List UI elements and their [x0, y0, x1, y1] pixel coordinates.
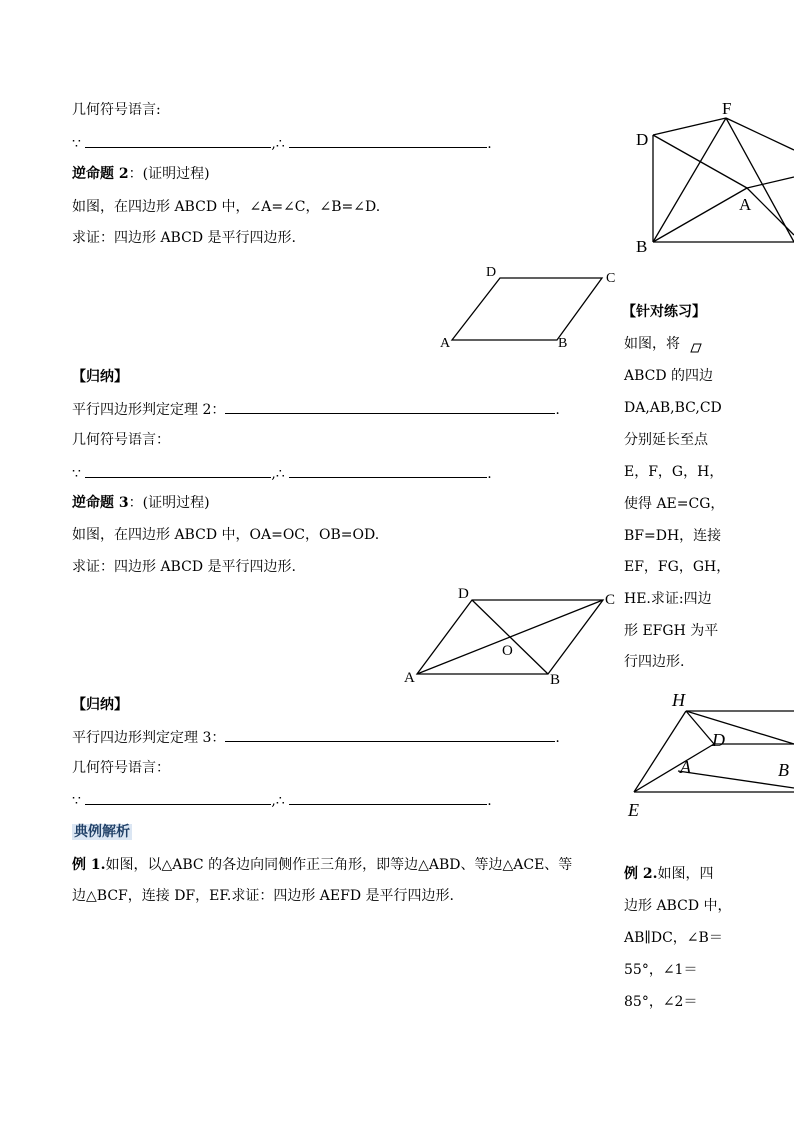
because-line-1 — [72, 133, 492, 154]
parallelogram-figure-2 — [400, 582, 625, 692]
vertex-label-B: B — [636, 237, 648, 256]
practice-text: 如图，将 — [624, 336, 680, 352]
parallelogram-figure-1 — [430, 258, 620, 358]
answer-blank[interactable] — [289, 133, 487, 148]
because-line-2 — [72, 463, 492, 484]
converse-3-title: 逆命题 3 — [72, 495, 129, 511]
practice-line-8: EF，FG，GH， — [624, 559, 731, 575]
because-line-3 — [72, 790, 492, 811]
geometry-language-label-3: 几何符号语言： — [72, 760, 170, 776]
converse-2-note: ：(证明过程) — [128, 166, 210, 182]
practice-line-4: 分别延长至点 — [624, 432, 708, 448]
summary-label-1: 【归纳】 — [72, 369, 128, 385]
converse-2-heading — [72, 164, 210, 184]
answer-blank[interactable] — [85, 133, 271, 148]
practice-line-11: 行四边形. — [624, 654, 685, 670]
period: . — [487, 466, 492, 482]
example-1-figure — [630, 95, 794, 260]
practice-line-2: ABCD 的四边 — [624, 368, 714, 384]
vertex-label-C: C — [606, 271, 616, 286]
practice-line-10: 形 EFGH 为平 — [624, 623, 719, 639]
example-2-line-5: 85°，∠2＝ — [624, 994, 698, 1010]
therefore-symbol: ,∴ — [271, 466, 285, 482]
geometry-language-label-2: 几何符号语言： — [72, 432, 170, 448]
practice-figure — [622, 684, 794, 824]
period: . — [555, 730, 560, 746]
geometry-language-label-1: 几何符号语言: — [72, 102, 161, 118]
practice-line-6: 使得 AE=CG， — [624, 496, 725, 512]
converse-3-prove: 求证：四边形 ABCD 是平行四边形. — [72, 559, 296, 575]
parallelogram-symbol-icon — [690, 339, 702, 349]
practice-line-9: HE.求证:四边 — [624, 591, 712, 607]
example-1-line-2: 边△BCF，连接 DF，EF.求证：四边形 AEFD 是平行四边形. — [72, 888, 454, 904]
converse-2-title: 逆命题 2 — [72, 166, 129, 182]
vertex-label-C: C — [605, 592, 616, 608]
example-1-line-1 — [72, 855, 572, 875]
vertex-label-D: D — [712, 730, 725, 750]
example-section-heading — [72, 822, 132, 842]
vertex-label-A: A — [404, 670, 415, 686]
because-symbol: ∵ — [72, 466, 81, 482]
because-symbol: ∵ — [72, 793, 81, 809]
answer-blank[interactable] — [85, 790, 271, 805]
vertex-label-H: H — [672, 690, 685, 710]
example-2-line-2: 边形 ABCD 中， — [624, 898, 732, 914]
converse-2-text: 如图，在四边形 ABCD 中，∠A=∠C，∠B=∠D. — [72, 199, 381, 215]
example-1-label: 例 1. — [72, 857, 106, 873]
answer-blank[interactable] — [225, 399, 555, 414]
vertex-label-E: E — [628, 800, 639, 820]
summary-label-2: 【归纳】 — [72, 697, 128, 713]
vertex-label-F: F — [722, 99, 732, 118]
theorem-3-line — [72, 727, 560, 748]
example-2-line-4: 55°，∠1＝ — [624, 962, 698, 978]
answer-blank[interactable] — [85, 463, 271, 478]
theorem-2-line — [72, 399, 560, 420]
answer-blank[interactable] — [225, 727, 555, 742]
answer-blank[interactable] — [289, 790, 487, 805]
example-2-line-1 — [624, 864, 714, 884]
converse-2-prove: 求证：四边形 ABCD 是平行四边形. — [72, 230, 296, 246]
vertex-label-B: B — [558, 336, 568, 351]
example-2-text: 如图，四 — [657, 866, 714, 882]
vertex-label-A: A — [680, 757, 691, 777]
example-2-label: 例 2. — [624, 866, 658, 882]
vertex-label-D: D — [486, 265, 497, 280]
theorem-2-label: 平行四边形判定定理 2： — [72, 402, 226, 418]
practice-line-3: DA,AB,BC,CD — [624, 400, 722, 416]
vertex-label-A: A — [440, 336, 451, 351]
practice-line-1 — [624, 334, 702, 354]
answer-blank[interactable] — [289, 463, 487, 478]
period: . — [555, 402, 560, 418]
converse-3-heading — [72, 493, 210, 513]
practice-label: 【针对练习】 — [622, 304, 706, 320]
example-section-tag: 典例解析 — [74, 824, 130, 840]
vertex-label-A: A — [739, 195, 752, 214]
vertex-label-B: B — [550, 672, 561, 688]
practice-line-7: BF=DH，连接 — [624, 528, 722, 544]
theorem-3-label: 平行四边形判定定理 3： — [72, 730, 226, 746]
vertex-label-B: B — [778, 760, 789, 780]
example-2-line-3: AB∥DC，∠B＝ — [624, 930, 723, 946]
example-1-text: 如图，以△ABC 的各边向同侧作正三角形，即等边△ABD、等边△ACE、等 — [105, 857, 573, 873]
vertex-label-D: D — [636, 130, 649, 149]
converse-3-note: ：(证明过程) — [128, 495, 210, 511]
converse-3-text: 如图，在四边形 ABCD 中，OA=OC，OB=OD. — [72, 527, 380, 543]
therefore-symbol: ,∴ — [271, 793, 285, 809]
period: . — [487, 136, 492, 152]
therefore-symbol: ,∴ — [271, 136, 285, 152]
because-symbol: ∵ — [72, 136, 81, 152]
period: . — [487, 793, 492, 809]
vertex-label-D: D — [458, 586, 469, 602]
center-label-O: O — [502, 643, 513, 659]
practice-line-5: E，F，G，H， — [624, 464, 724, 480]
